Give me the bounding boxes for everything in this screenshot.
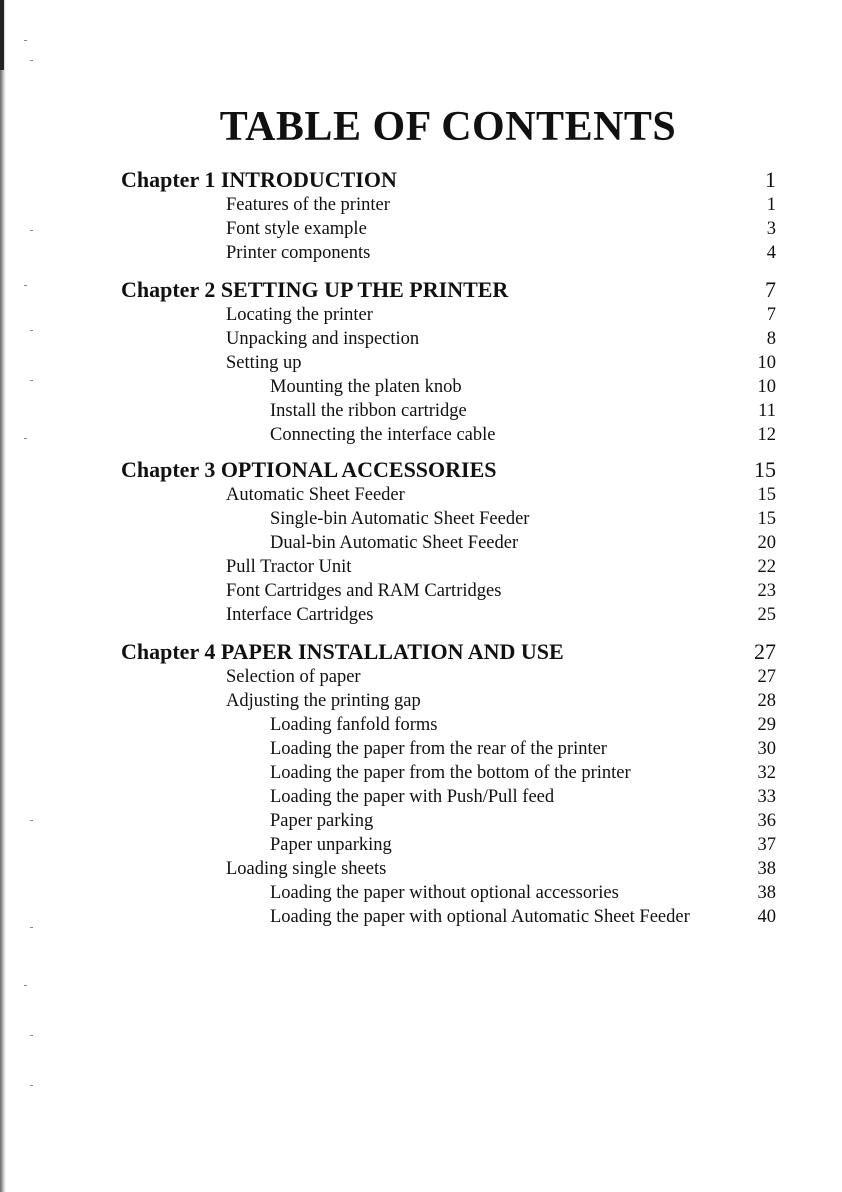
entry-page-number: 36 bbox=[757, 811, 776, 831]
toc-subsection-row bbox=[0, 787, 842, 811]
entry-page-number: 25 bbox=[757, 605, 776, 625]
section-title: Unpacking and inspection bbox=[226, 329, 420, 349]
scan-speck bbox=[30, 230, 33, 231]
scan-speck bbox=[24, 438, 27, 439]
entry-page-number: 29 bbox=[757, 715, 776, 735]
page-title: TABLE OF CONTENTS bbox=[219, 104, 677, 150]
scan-speck bbox=[30, 1085, 33, 1086]
subsection-title: Single-bin Automatic Sheet Feeder bbox=[270, 509, 530, 529]
section-title: Font style example bbox=[226, 219, 367, 239]
entry-page-number: 15 bbox=[757, 485, 776, 505]
subsection-title: Connecting the interface cable bbox=[270, 425, 496, 445]
section-title: Selection of paper bbox=[226, 667, 361, 687]
entry-page-number: 8 bbox=[766, 329, 776, 349]
scan-speck bbox=[30, 1035, 33, 1036]
entry-page-number: 23 bbox=[757, 581, 776, 601]
toc-section-row bbox=[0, 243, 842, 267]
toc-chapter-row bbox=[0, 457, 842, 481]
chapter-page-number: 15 bbox=[754, 457, 776, 482]
subsection-title: Loading the paper with optional Automatic Sheet Feeder bbox=[270, 907, 690, 927]
toc-section-row bbox=[0, 605, 842, 629]
toc-subsection-row bbox=[0, 715, 842, 739]
entry-page-number: 20 bbox=[757, 533, 776, 553]
chapter-title: Chapter 4 PAPER INSTALLATION AND USE bbox=[121, 639, 564, 664]
chapter-title: Chapter 2 SETTING UP THE PRINTER bbox=[121, 277, 509, 302]
section-title: Pull Tractor Unit bbox=[226, 557, 352, 577]
toc-subsection-row bbox=[0, 509, 842, 533]
toc-subsection-row bbox=[0, 377, 842, 401]
subsection-title: Paper parking bbox=[270, 811, 374, 831]
section-title: Setting up bbox=[226, 353, 302, 373]
entry-page-number: 37 bbox=[757, 835, 776, 855]
entry-page-number: 32 bbox=[757, 763, 776, 783]
toc-subsection-row bbox=[0, 835, 842, 859]
entry-page-number: 38 bbox=[757, 883, 776, 903]
subsection-title: Loading fanfold forms bbox=[270, 715, 438, 735]
entry-page-number: 22 bbox=[757, 557, 776, 577]
entry-page-number: 30 bbox=[757, 739, 776, 759]
toc-subsection-row bbox=[0, 739, 842, 763]
entry-page-number: 27 bbox=[757, 667, 776, 687]
toc-subsection-row bbox=[0, 811, 842, 835]
entry-page-number: 4 bbox=[766, 243, 776, 263]
toc-subsection-row bbox=[0, 401, 842, 425]
toc-section-row bbox=[0, 485, 842, 509]
chapter-page-number: 7 bbox=[765, 277, 776, 302]
scan-speck bbox=[24, 40, 27, 41]
chapter-title: Chapter 1 INTRODUCTION bbox=[121, 167, 397, 192]
subsection-title: Loading the paper from the rear of the printer bbox=[270, 739, 607, 759]
scan-speck bbox=[30, 927, 33, 928]
entry-page-number: 28 bbox=[757, 691, 776, 711]
subsection-title: Loading the paper with Push/Pull feed bbox=[270, 787, 555, 807]
scan-speck bbox=[30, 60, 33, 61]
subsection-title: Install the ribbon cartridge bbox=[270, 401, 467, 421]
toc-chapter-row bbox=[0, 639, 842, 663]
toc-section-row bbox=[0, 195, 842, 219]
toc-section-row bbox=[0, 557, 842, 581]
toc-section-row bbox=[0, 581, 842, 605]
entry-page-number: 15 bbox=[757, 509, 776, 529]
scan-speck bbox=[30, 820, 33, 821]
entry-page-number: 40 bbox=[757, 907, 776, 927]
section-title: Automatic Sheet Feeder bbox=[226, 485, 405, 505]
entry-page-number: 12 bbox=[757, 425, 776, 445]
section-title: Loading single sheets bbox=[226, 859, 387, 879]
section-title: Locating the printer bbox=[226, 305, 373, 325]
section-title: Font Cartridges and RAM Cartridges bbox=[226, 581, 502, 601]
toc-section-row bbox=[0, 691, 842, 715]
toc-section-row bbox=[0, 353, 842, 377]
toc-section-row bbox=[0, 859, 842, 883]
toc-subsection-row bbox=[0, 907, 842, 931]
chapter-page-number: 1 bbox=[765, 167, 776, 192]
entry-page-number: 38 bbox=[757, 859, 776, 879]
subsection-title: Paper unparking bbox=[270, 835, 392, 855]
scan-speck bbox=[24, 985, 27, 986]
scan-speck bbox=[30, 380, 33, 381]
entry-page-number: 1 bbox=[766, 195, 776, 215]
toc-chapter-row bbox=[0, 167, 842, 191]
toc-section-row bbox=[0, 305, 842, 329]
chapter-title: Chapter 3 OPTIONAL ACCESSORIES bbox=[121, 457, 497, 482]
section-title: Printer components bbox=[226, 243, 371, 263]
toc-section-row bbox=[0, 667, 842, 691]
subsection-title: Loading the paper without optional accessories bbox=[270, 883, 619, 903]
entry-page-number: 10 bbox=[757, 377, 776, 397]
entry-page-number: 33 bbox=[757, 787, 776, 807]
toc-subsection-row bbox=[0, 425, 842, 449]
subsection-title: Dual-bin Automatic Sheet Feeder bbox=[270, 533, 519, 553]
entry-page-number: 10 bbox=[757, 353, 776, 373]
section-title: Adjusting the printing gap bbox=[226, 691, 421, 711]
section-title: Features of the printer bbox=[226, 195, 390, 215]
entry-page-number: 11 bbox=[758, 401, 776, 421]
toc-section-row bbox=[0, 329, 842, 353]
toc-subsection-row bbox=[0, 763, 842, 787]
toc-section-row bbox=[0, 219, 842, 243]
scan-speck bbox=[24, 285, 27, 286]
entry-page-number: 3 bbox=[766, 219, 776, 239]
chapter-page-number: 27 bbox=[754, 639, 776, 664]
subsection-title: Loading the paper from the bottom of the printer bbox=[270, 763, 631, 783]
toc-chapter-row bbox=[0, 277, 842, 301]
section-title: Interface Cartridges bbox=[226, 605, 374, 625]
toc-subsection-row bbox=[0, 883, 842, 907]
subsection-title: Mounting the platen knob bbox=[270, 377, 462, 397]
toc-subsection-row bbox=[0, 533, 842, 557]
entry-page-number: 7 bbox=[766, 305, 776, 325]
scan-speck bbox=[30, 330, 33, 331]
